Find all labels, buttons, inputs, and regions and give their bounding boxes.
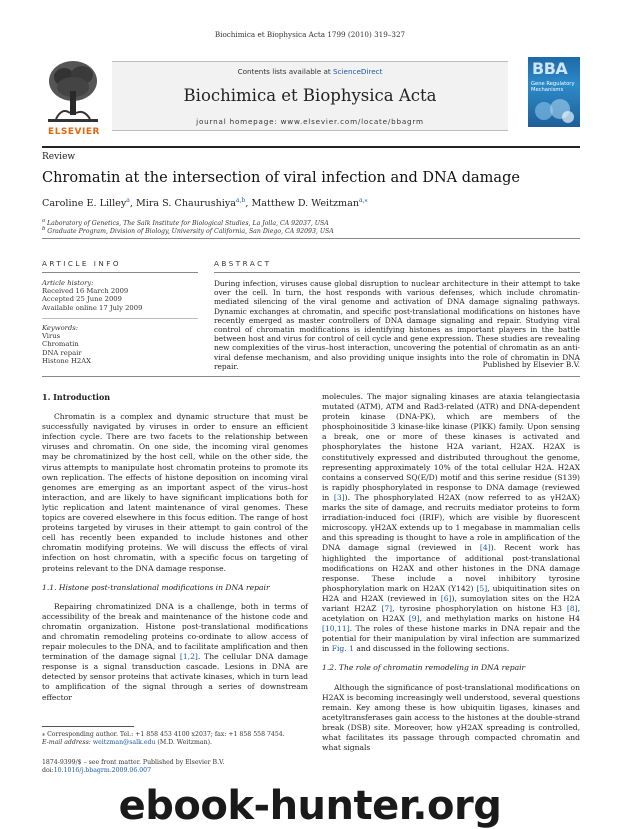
keyword: Histone H2AX [42,356,91,365]
journal-masthead [42,57,580,139]
paragraph: Repairing chromatinized DNA is a challenge, both in terms of accessibility of the break and maintenance of the histone code and chromatin organization. Histone post-translational modifications and chromatin remodeling proteins co-ordinate to allow access of repair molecules to the DNA, and to facilitate amplification and then termination of the damage signal [1,2]. The cellular DNA damage response is a signal transduction cascade. Lesions in DNA are detected by sensor proteins that activate kinases, which in turn lead to amplification of the signal through a series of downstream effector [42,601,308,702]
sciencedirect-link[interactable]: ScienceDirect [333,67,383,76]
divider [214,272,580,273]
author-name: Matthew D. Weitzman [251,198,360,210]
masthead-divider [42,146,580,148]
keyword-list: Keywords: Virus Chromatin DNA repair Histone H2AX [42,324,91,365]
doi-link[interactable]: 10.1016/j.bbagrm.2009.06.007 [53,767,152,774]
issn-doi-block: 1874-9399/$ – see front matter. Published by Elsevier B.V. doi:10.1016/j.bbagrm.2009.06.007 [42,759,225,774]
journal-cover-image [528,57,580,127]
watermark: ebook-hunter.org [118,783,502,829]
citation-link[interactable]: [3] [333,492,345,502]
citation-link[interactable]: [6] [440,593,452,603]
figure-link[interactable]: Fig. 1 [331,644,354,654]
email-link[interactable]: weitzman@salk.edu [92,739,156,746]
keyword: DNA repair [42,348,82,357]
publisher-line: Published by Elsevier B.V. [482,360,580,369]
affiliation: $^b$ Graduate Program, Division of Biology, University of California, San Diego, CA 92093, USA [42,226,334,236]
subsection-heading: 1.1. Histone post-translational modifications in DNA repair [42,582,270,592]
abstract-text: During infection, viruses cause global disruption to nuclear architecture in their attempt to take over the cell. In turn, the host responds with various defenses, which include chromatin-mediated silencing of the viral genome and activation of DNA damage signaling pathways. Dynamic exchanges at chromatin, and specific post-translational modifications on histones have recently emerged as master controllers of DNA damage signaling and repair. Studying viral control of chromatin modifications is identifying histones as important players in the battle between host and virus for control of cell cycle and gene expression. These studies are revealing new complexities of the virus–host interaction, uncovering the potential of chromatin as an anti-viral defense mechanism, and also providing unique insights into the role of chromatin in DNA repair. [214,279,580,371]
history-item: Received 16 March 2009 [42,287,129,296]
keyword: Chromatin [42,340,79,349]
article-type: Review [42,152,76,162]
body-right-column [322,392,580,753]
divider [42,318,198,319]
paragraph: Chromatin is a complex and dynamic structure that must be successfully navigated by viruses in order to ensure an efficient infection cycle. There are two facets to the relationship between viruses and chromatin. On one side, the incoming viral genomes may be chromatinized by the host cell, while on the other side, the virus attempts to manipulate host chromatin proteins to promote its own replication. The effects of histone deposition on incoming viral genomes are emerging as an important aspect of the virus–host interaction, and are likely to have significant implications both for lytic replication and latent maintenance of viral genomes. These topics are covered elsewhere in this focus edition. The range of host proteins targeted by viruses in their attempt to gain control of the cell has recently been expanded to include histones and other chromatin modifying proteins. We will discuss the effects of viral infection on host chromatin, with a specific focus on targeting of proteins relevant to the DNA damage response. [42,412,308,573]
contents-available-line: Contents lists available at ScienceDirect [237,67,383,76]
body-left-column [42,392,308,703]
citation-link[interactable]: [5] [476,583,488,593]
abstract-heading: ABSTRACT [214,259,272,268]
author-affiliation-mark[interactable]: a,⁎ [359,197,368,204]
section-heading: 1. Introduction [42,392,111,402]
citation-link[interactable]: [1,2] [179,652,198,662]
journal-homepage-url[interactable]: www.elsevier.com/locate/bbagrm [280,117,424,126]
author-list: Caroline E. Lilley$^a$, Mira S. Chaurushiya$^{a,b}$, Matthew D. Weitzman$^{a,⁎}$ [42,197,368,210]
divider [42,238,580,239]
affiliation: $^a$ Laboratory of Genetics, The Salk Institute for Biological Studies, La Jolla, CA 92037, USA [42,218,329,228]
author-affiliation-mark[interactable]: a [126,197,130,204]
history-item: Available online 17 July 2009 [42,303,143,312]
paragraph: molecules. The major signaling kinases are ataxia telangiectasia mutated (ATM), ATM and Rad3-related (ATR) and DNA-dependent protein kinase (DNA-PK), which are members of the phosphoinositide 3 kinase-like kinase (PIKK) family. Upon sensing a break, one or more of these kinases is activated and phosphorylates the histone H2A variant, H2AX. H2AX is constitutively expressed and distributed throughout the genome, representing approximately 10% of the total cellular H2A. H2AX contains a conserved SQ(E/D) motif and this serine residue (S139) is rapidly phosphorylated in response to DNA damage (reviewed in [3]). The phosphorylated H2AX (now referred to as γH2AX) marks the site of damage, and recruits mediator proteins to form irradiation-induced foci (IRIF), which are visible by fluorescent microscopy. γH2AX extends up to 1 megabase in mammalian cells and this spreading is thought to have a role in amplification of the DNA damage signal (reviewed in [4]). Recent work has highlighted the importance of additional post-translational modifications on H2AX and other histones in the DNA damage response. These include a novel inhibitory tyrosine phosphorylation mark on H2AX (Y142) [5], ubiquitination sites on H2A and H2AX (reviewed in [6]), sumoylation sites on the H2A variant H2AZ [7], tyrosine phosphorylation on histone H3 [8], acetylation on H2AX [9], and methylation marks on histone H4 [10,11]. The roles of these histone marks in DNA repair and the potential for their manipulation by viral infection are summarized in Fig. 1 and discussed in the following sections. [322,392,581,654]
cover-title: BBA [532,59,568,78]
author-name: Mira S. Chaurushiya [135,198,237,210]
citation-link[interactable]: [9] [408,614,420,624]
keyword: Virus [42,332,61,341]
elsevier-wordmark: ELSEVIER [48,127,100,137]
history-item: Accepted 25 June 2009 [42,295,122,304]
subsection-heading: 1.2. The role of chromatin remodeling in DNA repair [322,663,526,673]
article-history: Article history: Received 16 March 2009 Accepted 25 June 2009 Available online 17 July 2009 [42,279,143,312]
journal-header-box [112,61,508,131]
cover-subtitle: Gene Regulatory Mechanisms [531,81,575,93]
article-title: Chromatin at the intersection of viral infection and DNA damage [42,170,520,186]
corresponding-author-footnote: ⁎ Corresponding author. Tel.: +1 858 453 4100 x2037; fax: +1 858 558 7454. E-mail address: weitzman@salk.edu (M.D. Weitzman). [42,731,285,746]
article-info-heading: ARTICLE INFO [42,259,122,268]
citation-link[interactable]: [8] [566,603,578,613]
elsevier-tree-logo [42,57,104,135]
citation-link[interactable]: [4] [479,543,491,553]
footnote-divider [42,726,134,727]
author-affiliation-mark[interactable]: a,b [236,197,246,204]
citation-link[interactable]: [7] [381,603,393,613]
cover-graphic [532,97,576,125]
journal-title: Biochimica et Biophysica Acta [183,86,437,105]
journal-homepage-line: journal homepage: www.elsevier.com/locate/bbagrm [196,117,424,126]
divider [42,376,580,377]
running-head: Biochimica et Biophysica Acta 1799 (2010) 319–327 [214,30,406,39]
author-name: Caroline E. Lilley [42,198,127,210]
divider [42,272,198,273]
citation-link[interactable]: [10,11] [322,624,350,634]
paragraph: Although the significance of post-translational modifications on H2AX is becoming increasingly well understood, several questions remain. Key among these is how ubiquitin ligases, kinases and acetyltransferases gain access to the histones at the double-strand break (DSB) site. Moreover, how γH2AX spreading is controlled, what facilitates its passage through compacted chromatin and what signals [322,682,580,753]
